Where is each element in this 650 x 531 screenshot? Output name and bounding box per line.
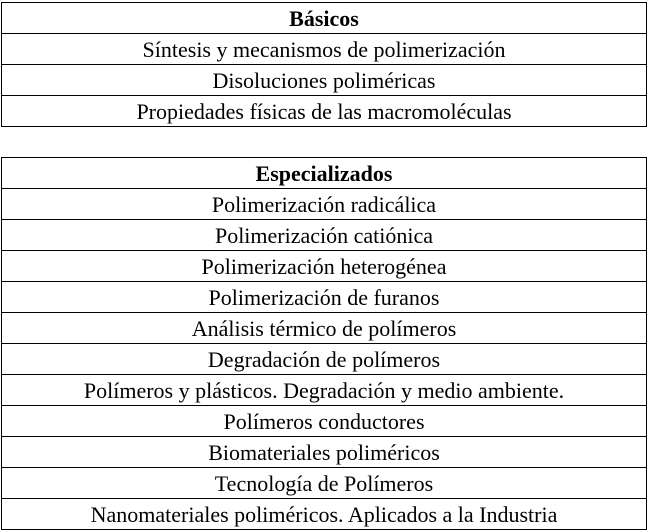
table-row: Polímeros y plásticos. Degradación y medio ambiente. [2, 375, 647, 406]
table-row: Síntesis y mecanismos de polimerización [2, 34, 647, 65]
specialized-courses-table [1, 157, 647, 530]
table-row: Nanomateriales poliméricos. Aplicados a la Industria [2, 499, 647, 530]
table-row: Tecnología de Polímeros [2, 468, 647, 499]
basic-courses-table [1, 2, 647, 127]
table-row: Disoluciones poliméricas [2, 65, 647, 96]
table-header: Especializados [2, 158, 647, 189]
table-row: Biomateriales poliméricos [2, 437, 647, 468]
table-row: Polimerización de furanos [2, 282, 647, 313]
table-row: Polímeros conductores [2, 406, 647, 437]
table-row: Propiedades físicas de las macromoléculas [2, 96, 647, 127]
table-header: Básicos [2, 3, 647, 34]
table-row: Polimerización heterogénea [2, 251, 647, 282]
table-row: Polimerización catiónica [2, 220, 647, 251]
table-row: Análisis térmico de polímeros [2, 313, 647, 344]
table-row: Polimerización radicálica [2, 189, 647, 220]
table-row: Degradación de polímeros [2, 344, 647, 375]
